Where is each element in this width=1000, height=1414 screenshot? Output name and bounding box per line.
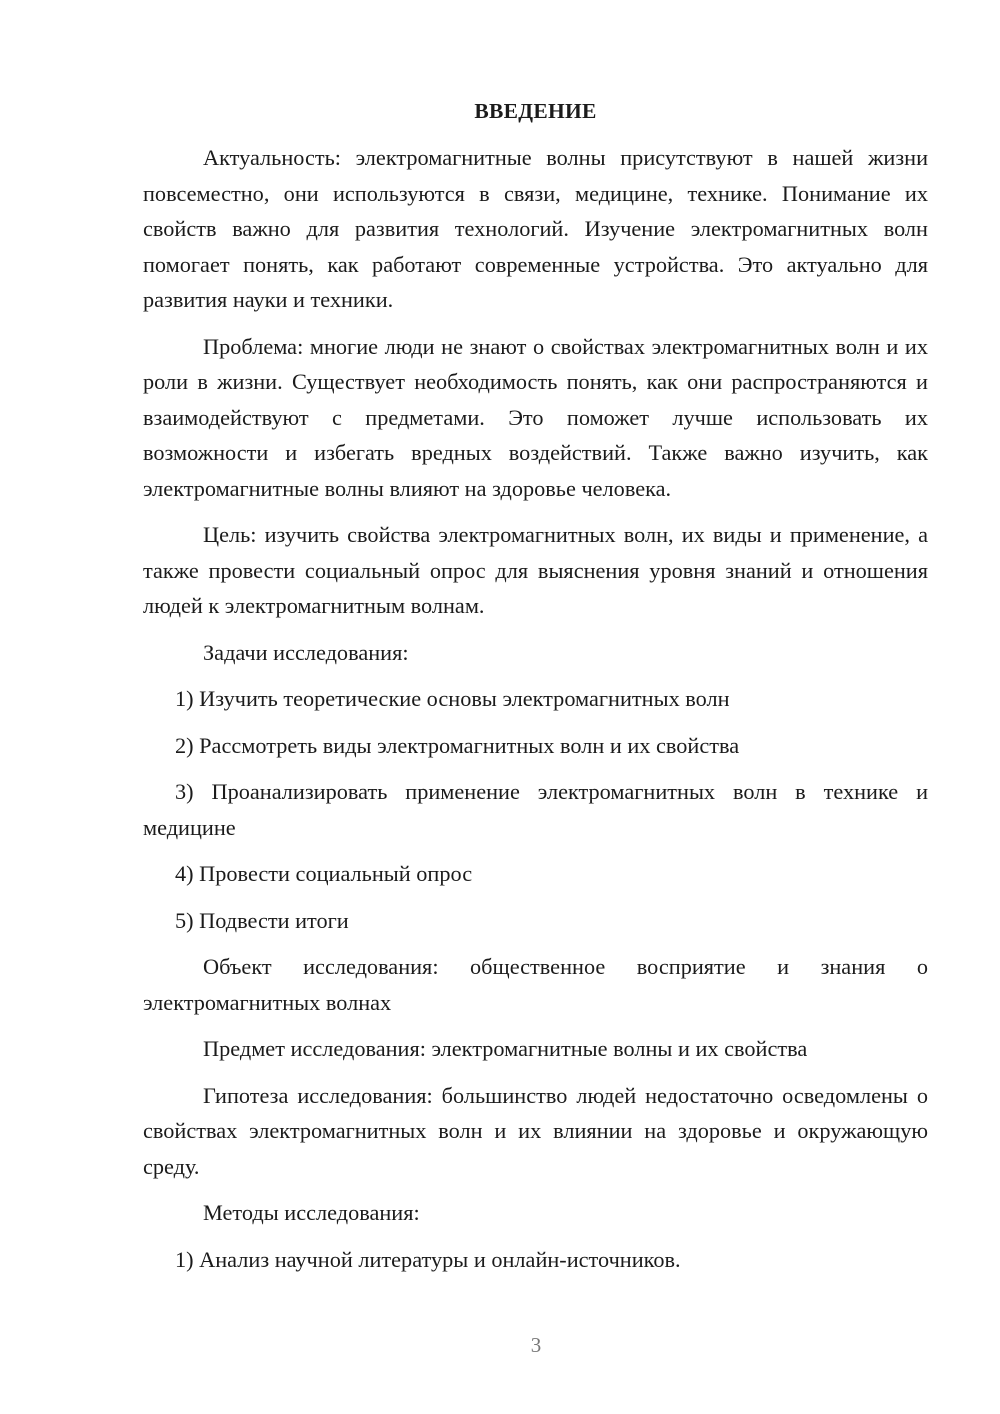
paragraph-goal: Цель: изучить свойства электромагнитных волн, их виды и применение, а также провести социальный опрос для выяснения уровня знаний и отношения людей к электромагнитным волнам. — [143, 522, 928, 618]
paragraph-object: Объект исследования: общественное восприятие и знания о электромагнитных волнах — [143, 954, 928, 1015]
page-content — [143, 94, 928, 1277]
page-number: 3 — [530, 1333, 542, 1357]
paragraph-relevance: Актуальность: электромагнитные волны присутствуют в нашей жизни повсеместно, они используются в связи, медицине, технике. Понимание их свойств важно для развития технологий. Изучение электромагнитных волн помогает понять, как работают современные устройства. Это актуально для развития науки и техники. — [143, 145, 928, 312]
section-title: ВВЕДЕНИЕ — [474, 99, 597, 123]
task-item: 4) Провести социальный опрос — [175, 861, 473, 886]
task-item: 5) Подвести итоги — [175, 907, 349, 933]
paragraph-subject: Предмет исследования: электромагнитные волны и их свойства — [203, 1036, 808, 1061]
method-item: 1) Анализ научной литературы и онлайн-источников. — [175, 1246, 681, 1272]
task-item: 2) Рассмотреть виды электромагнитных волн и их свойства — [175, 732, 740, 758]
paragraph-problem: Проблема: многие люди не знают о свойствах электромагнитных волн и их роли в жизни. Существует необходимость понять, как они распространяются и взаимодействуют с предметами. Это поможет лучше использовать их возможности и избегать вредных воздействий. Также важно изучить, как электромагнитные волны влияют на здоровье человека. — [143, 333, 928, 501]
task-item: 3) Проанализировать применение электромагнитных волн в технике и медицине — [143, 779, 928, 840]
task-item: 1) Изучить теоретические основы электромагнитных волн — [175, 686, 730, 711]
methods-heading: Методы исследования: — [203, 1200, 420, 1225]
paragraph-hypothesis: Гипотеза исследования: большинство людей недостаточно осведомлены о свойствах электромагнитных волн и их влиянии на здоровье и окружающую среду. — [143, 1082, 928, 1179]
tasks-heading: Задачи исследования: — [203, 639, 409, 665]
